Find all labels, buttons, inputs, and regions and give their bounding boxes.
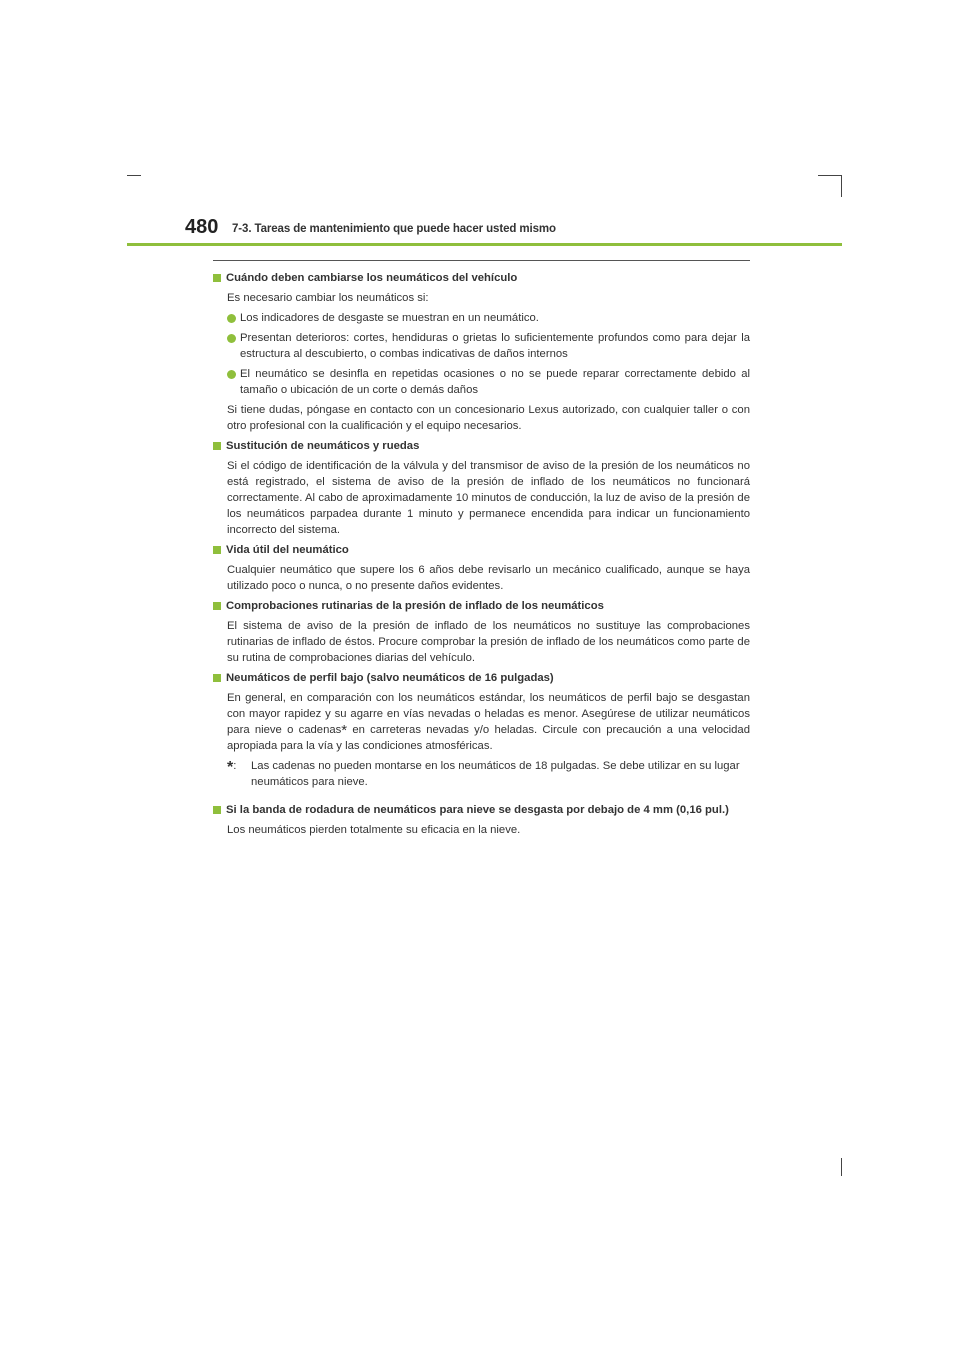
heading-text: Si la banda de rodadura de neumáticos para nieve se desgasta por debajo de 4 mm (0,16 pul.) bbox=[226, 804, 729, 816]
section-body: Los neumáticos pierden totalmente su eficacia en la nieve. bbox=[227, 824, 521, 836]
section-low-profile-tires bbox=[213, 670, 750, 790]
page-number: 480 bbox=[185, 216, 219, 238]
body-text-part: En general, en comparación con los neumáticos estándar, los neumáticos de perfil bajo se desgastan con mayor rapidez y su agarre en vías nevadas o heladas es menor. Asegúrese de utilizar neumáticos para nieve o cadenas bbox=[227, 692, 750, 736]
section-body bbox=[227, 690, 750, 754]
square-bullet-icon bbox=[213, 546, 221, 554]
heading-text: Cuándo deben cambiarse los neumáticos del vehículo bbox=[226, 272, 518, 284]
footnote-star: * bbox=[227, 759, 234, 776]
section-body: El sistema de aviso de la presión de inflado de los neumáticos no sustituye las comprobaciones rutinarias de inflado de éstos. Procure comprobar la presión de inflado de los neumáticos como parte de su rutina de comprobaciones diarias del vehículo. bbox=[227, 620, 750, 664]
footnote bbox=[227, 758, 750, 790]
footnote-colon: : bbox=[233, 760, 237, 772]
footnote-text: Las cadenas no pueden montarse en los neumáticos de 18 pulgadas. Se debe utilizar en su lugar neumáticos para nieve. bbox=[251, 760, 740, 788]
section-body: Cualquier neumático que supere los 6 años debe revisarlo un mecánico cualificado, aunque se haya utilizado poco o nunca, o no presente daños evidentes. bbox=[227, 564, 750, 592]
list-item-text: El neumático se desinfla en repetidas ocasiones o no se puede reparar correctamente debido al tamaño o ubicación de un corte o demás daños bbox=[240, 368, 750, 396]
footnote-mark bbox=[227, 758, 251, 790]
heading-text: Sustitución de neumáticos y ruedas bbox=[226, 440, 420, 452]
round-bullet-icon bbox=[227, 334, 236, 343]
section-heading bbox=[213, 802, 750, 818]
list-item-text: Los indicadores de desgaste se muestran en un neumático. bbox=[240, 312, 539, 324]
heading-text: Vida útil del neumático bbox=[226, 544, 349, 556]
crop-mark-bottom-right-v bbox=[841, 1158, 842, 1176]
section-heading bbox=[213, 438, 750, 454]
section-pressure-checks bbox=[213, 598, 750, 666]
heading-text: Comprobaciones rutinarias de la presión de inflado de los neumáticos bbox=[226, 600, 604, 612]
square-bullet-icon bbox=[213, 602, 221, 610]
section-heading bbox=[213, 670, 750, 686]
square-bullet-icon bbox=[213, 806, 221, 814]
crop-mark-top-right-v bbox=[841, 175, 842, 197]
list-item bbox=[227, 366, 750, 398]
section-intro: Es necesario cambiar los neumáticos si: bbox=[227, 292, 429, 304]
footnote-star: * bbox=[341, 722, 348, 739]
list-item bbox=[227, 310, 750, 326]
square-bullet-icon bbox=[213, 674, 221, 682]
round-bullet-icon bbox=[227, 370, 236, 379]
section-body: Si el código de identificación de la válvula y del transmisor de aviso de la presión de los neumáticos no está registrado, el sistema de aviso de la presión de inflado de los neumáticos no funcionará correctamente. Al cabo de aproximadamente 10 minutos de conducción, la luz de aviso de la presión de los neumáticos parpadea durante 1 minuto y permanece encendida para indicar un funcionamiento incorrecto del sistema. bbox=[227, 460, 750, 536]
section-outro: Si tiene dudas, póngase en contacto con un concesionario Lexus autorizado, con cualquier taller o con otro profesional con la cualificación y el equipo necesarios. bbox=[227, 404, 750, 432]
round-bullet-icon bbox=[227, 314, 236, 323]
section-tire-wheel-replacement bbox=[213, 438, 750, 538]
list-item bbox=[227, 330, 750, 362]
page-content bbox=[213, 270, 750, 842]
crop-mark-top-right-h bbox=[818, 175, 842, 176]
square-bullet-icon bbox=[213, 442, 221, 450]
section-tire-replacement-when bbox=[213, 270, 750, 434]
section-heading bbox=[213, 270, 750, 286]
header-rule bbox=[127, 243, 842, 246]
section-heading bbox=[213, 542, 750, 558]
square-bullet-icon bbox=[213, 274, 221, 282]
section-tire-life bbox=[213, 542, 750, 594]
body-text-part: en carreteras nevadas y/o heladas. Circule con precaución a una velocidad apropiada para la vía y las condiciones atmosféricas. bbox=[227, 724, 750, 752]
list-item-text: Presentan deterioros: cortes, hendiduras o grietas lo suficientemente profundos como para dejar la estructura al descubierto, o combas indicativas de daños internos bbox=[240, 332, 750, 360]
chapter-title: 7-3. Tareas de mantenimiento que puede hacer usted mismo bbox=[232, 223, 556, 235]
content-rule bbox=[213, 260, 750, 261]
crop-mark-top-left-h bbox=[127, 175, 141, 176]
section-heading bbox=[213, 598, 750, 614]
heading-text: Neumáticos de perfil bajo (salvo neumáticos de 16 pulgadas) bbox=[226, 672, 554, 684]
section-snow-tire-wear bbox=[213, 802, 750, 838]
